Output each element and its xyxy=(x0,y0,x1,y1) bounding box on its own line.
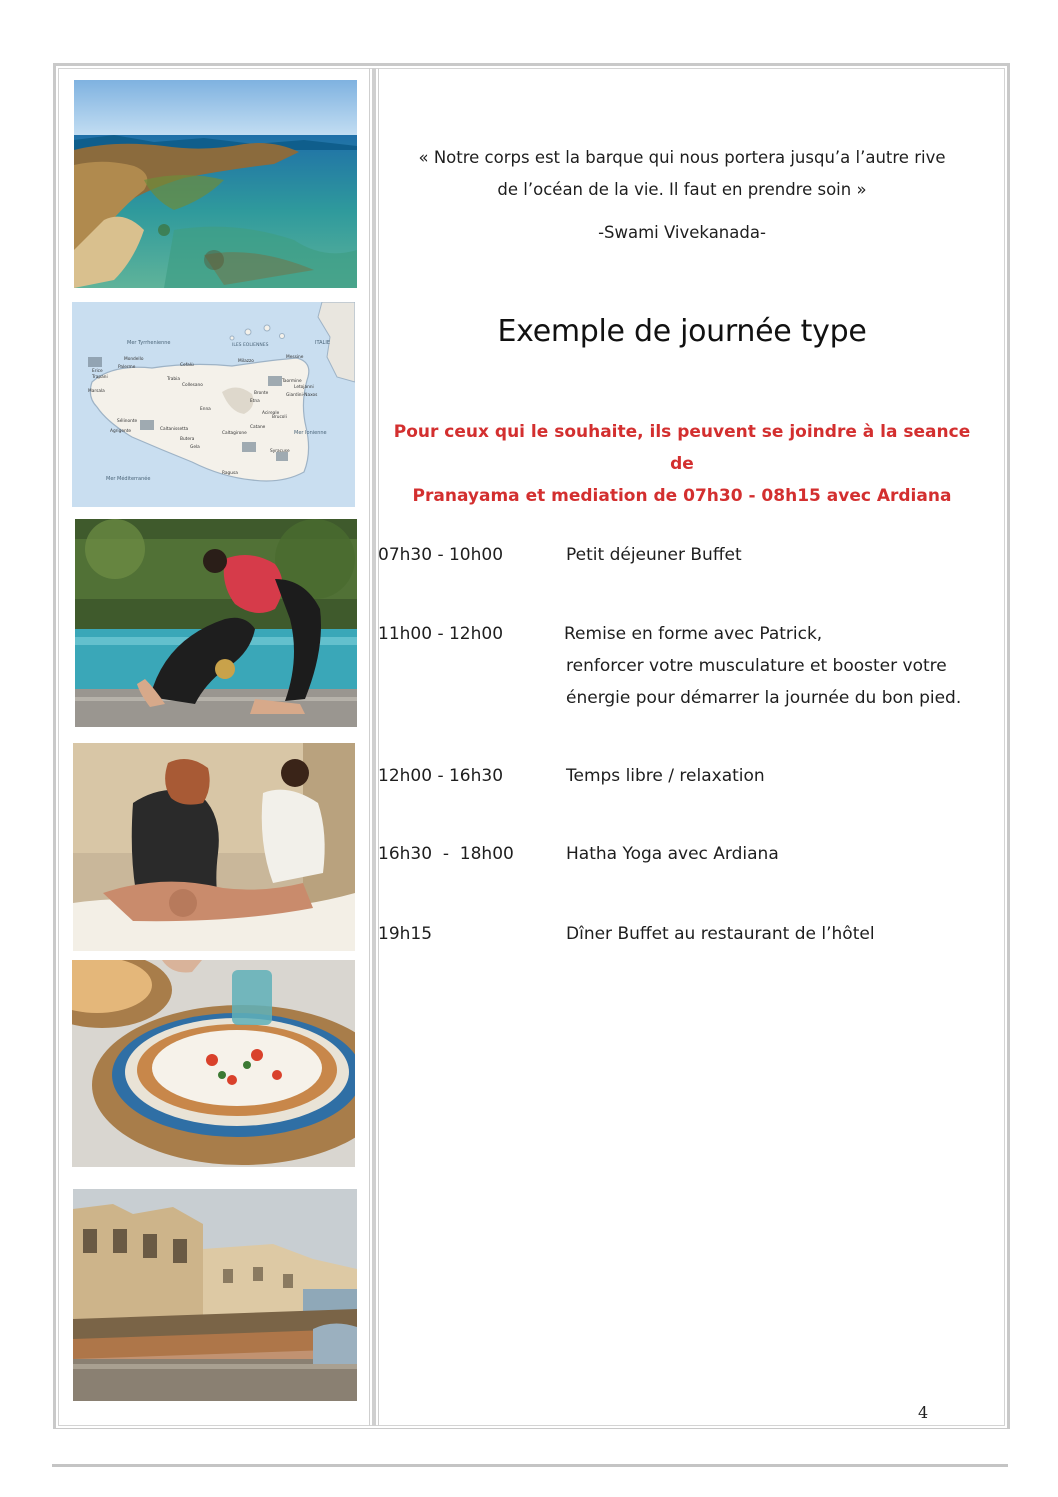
schedule-time: 19h15 xyxy=(378,924,433,944)
map-city-label: Marsala xyxy=(88,389,105,394)
pranayama-notice xyxy=(380,416,984,512)
map-city-label: Syracuse xyxy=(270,449,290,454)
column-divider xyxy=(378,68,379,1426)
map-city-label: Letojanni xyxy=(294,385,314,390)
map-city-label: Erice xyxy=(92,369,103,374)
schedule-activity: renforcer votre musculature et booster votre xyxy=(566,656,947,676)
map-city-label: Acireale xyxy=(262,411,280,416)
schedule-activity: énergie pour démarrer la journée du bon pied. xyxy=(566,688,962,708)
page-title: Exemple de journée type xyxy=(497,314,867,349)
column-divider xyxy=(369,68,370,1426)
photo-coastline xyxy=(74,80,357,288)
photo-pizza xyxy=(72,960,355,1167)
map-city-label: Caltanissetta xyxy=(160,427,189,432)
map-city-label: Etna xyxy=(250,399,260,404)
schedule-time: 11h00 - 12h00 xyxy=(378,624,504,644)
schedule-time: 07h30 - 10h00 xyxy=(378,545,504,565)
map-city-label: Collesano xyxy=(182,383,203,388)
map-city-label: Mondello xyxy=(124,357,144,362)
quote-author: -Swami Vivekanada- xyxy=(598,223,766,242)
map-sicily xyxy=(72,302,355,507)
notice-line: Pranayama et mediation de 07h30 - 08h15 avec Ardiana xyxy=(412,486,952,506)
schedule-activity: Petit déjeuner Buffet xyxy=(566,545,742,565)
map-city-label: Taormine xyxy=(282,379,302,384)
map-city-label: Agrigente xyxy=(110,429,132,434)
map-city-label: Trabia xyxy=(167,377,180,382)
map-city-label: Trapani xyxy=(92,375,108,380)
page-number: 4 xyxy=(918,1403,929,1422)
map-label: Mer Ionienne xyxy=(294,430,327,436)
map-label: ILES EOLIENNES xyxy=(232,343,269,348)
photo-yoga-pool xyxy=(75,519,357,727)
quote-line: de l’océan de la vie. Il faut en prendre soin » xyxy=(497,180,867,199)
map-label: Mer Méditerranée xyxy=(106,476,151,482)
map-city-label: Cefalù xyxy=(180,363,194,368)
map-city-label: Enna xyxy=(200,407,211,412)
map-label: Mer Tyrrhenienne xyxy=(127,340,171,346)
photo-seafront xyxy=(73,1189,357,1401)
map-city-label: Sélinonte xyxy=(117,419,138,424)
schedule-activity: Hatha Yoga avec Ardiana xyxy=(566,844,779,864)
schedule-activity: Temps libre / relaxation xyxy=(566,766,765,786)
map-city-label: Palerme xyxy=(118,365,136,370)
column-divider xyxy=(372,68,376,1426)
map-city-label: Brucoli xyxy=(272,415,287,420)
schedule-activity: Remise en forme avec Patrick, xyxy=(564,624,823,644)
map-city-label: Butera xyxy=(180,437,195,442)
map-city-label: Caltagirone xyxy=(222,431,247,436)
map-city-label: Catane xyxy=(250,425,266,430)
map-city-label: Milazzo xyxy=(238,359,254,364)
map-city-label: Ragusa xyxy=(222,471,238,476)
map-city-label: Gela xyxy=(190,445,200,450)
schedule-time: 12h00 - 16h30 xyxy=(378,766,504,786)
footer-rule xyxy=(52,1464,1008,1467)
map-label: ITALIE xyxy=(315,340,330,346)
map-city-label: Bronte xyxy=(254,391,269,396)
schedule-activity: Dîner Buffet au restaurant de l’hôtel xyxy=(566,924,875,944)
schedule-time: 16h30 - 18h00 xyxy=(378,844,514,864)
map-city-label: Messine xyxy=(286,355,304,360)
quote xyxy=(380,142,984,206)
notice-line: Pour ceux qui le souhaite, ils peuvent se joindre à la seance de xyxy=(393,422,971,474)
quote-line: « Notre corps est la barque qui nous portera jusqu’a l’autre rive xyxy=(418,148,946,167)
photo-massage xyxy=(73,743,355,951)
map-city-label: Giardini-Naxos xyxy=(286,393,318,398)
